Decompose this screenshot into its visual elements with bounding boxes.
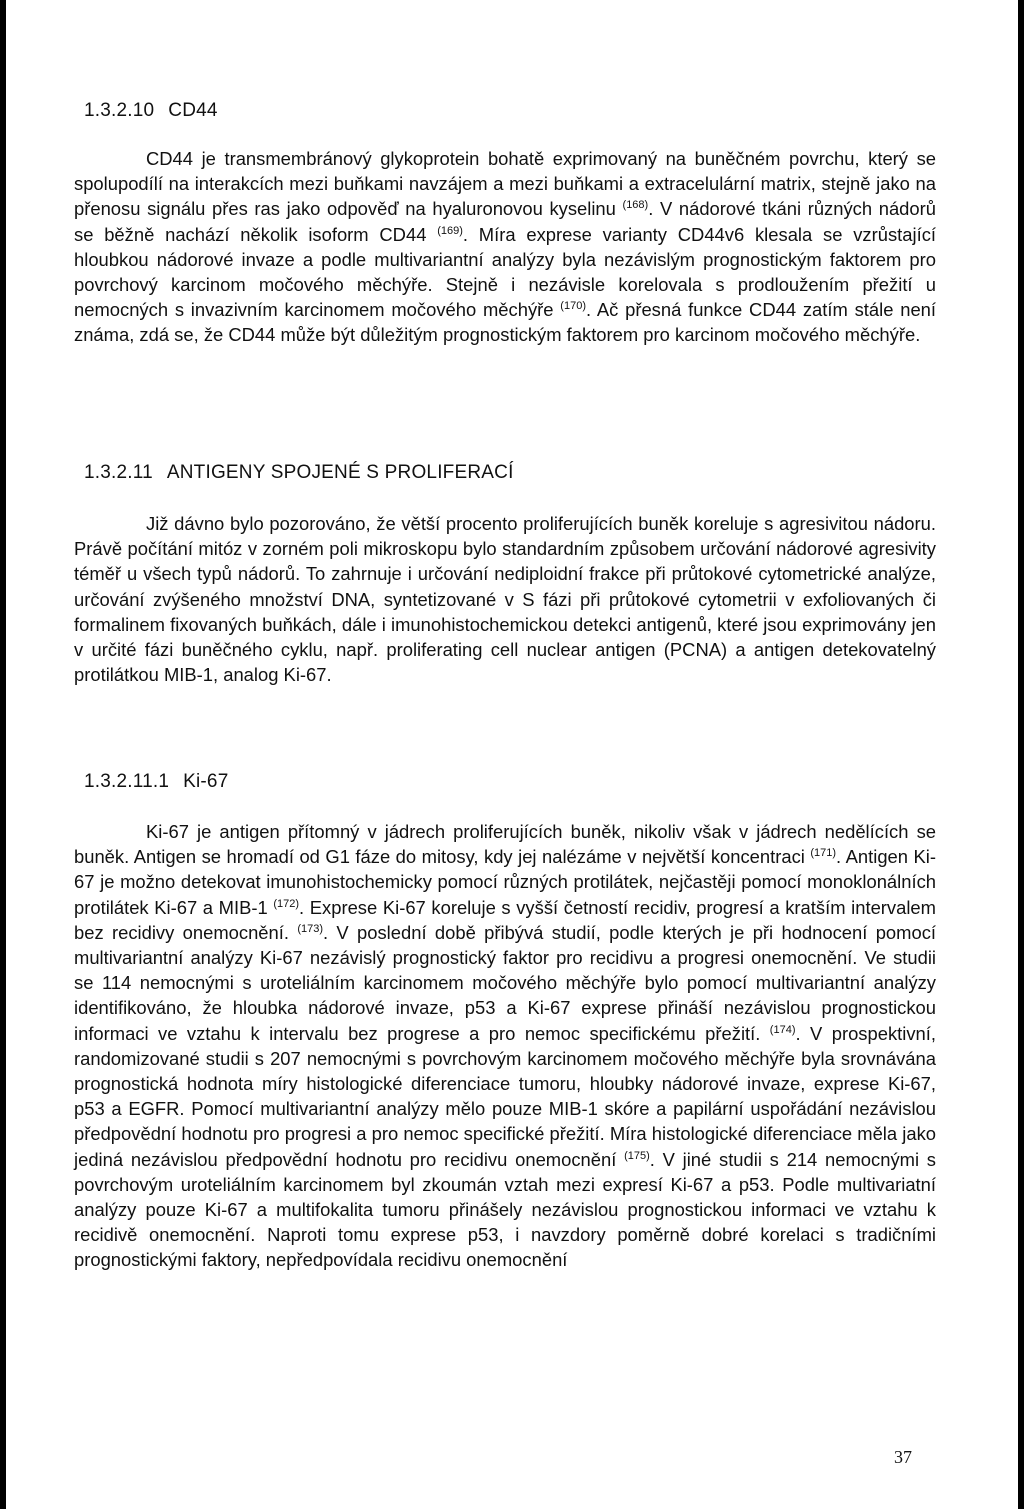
citation-ref: (175) — [624, 1149, 650, 1162]
section-title: ANTIGENY SPOJENÉ S PROLIFERACÍ — [166, 462, 514, 483]
page-number: 37 — [894, 1447, 912, 1467]
paragraph-cd44 — [74, 146, 936, 348]
citation-ref: (174) — [769, 1023, 796, 1036]
section-number: 1.3.2.10 — [84, 100, 155, 121]
paragraph-ki67 — [74, 819, 936, 1273]
section-heading-cd44 — [84, 100, 218, 122]
citation-ref: (172) — [273, 897, 300, 910]
section-number: 1.3.2.11.1 — [84, 771, 170, 792]
paragraph-text: CD44 je transmembránový glykoprotein bohatě exprimovaný na buněčném povrchu, který se spolupodílí na interakcích mezi buňkami navzájem a mezi buňkami a extracelulární matrix, stejně jako na přenosu signálu přes ras jako odpověď na hyaluronovou kyselinu $^{(168)}$. V nádorové tkáni různých nádorů se běžně nachází několik isoform CD44 $^{(169)}$. Míra exprese varianty CD44v6 klesala se vzrůstající hloubkou nádorové invaze a podle multivariantní analýzy byla nezávislým prognostickým faktorem pro povrchový karcinom močového měchýře. Stejně i nezávisle korelovala s prodloužením přežití u nemocných s invazivním karcinomem močového měchýře $^{(170)}$. Ač přesná funkce CD44 zatím stále není známa, zdá se, že CD44 může být důležitým prognostickým faktorem pro karcinom močového měchýře. — [74, 148, 937, 346]
citation-ref: (171) — [810, 847, 837, 860]
section-heading-antigens — [84, 462, 514, 484]
paragraph-text: Již dávno bylo pozorováno, že větší procento proliferujících buněk koreluje s agresivitou nádoru. Právě počítání mitóz v zorném poli mikroskopu bylo standardním způsobem určování nádorové agresivity téměř u všech typů nádorů. To zahrnuje i určování nediploidní frakce při průtokové cytometrické analýze, určování zvýšeného množství DNA, syntetizované v S fázi při průtokové cytometrii v exfoliovaných či formalinem fixovaných buňkách, dále i imunohistochemickou detekci antigenů, které jsou exprimovány jen v určité fázi buněčného cyklu, např. proliferating cell nuclear antigen (PCNA) a antigen detekovatelný protilátkou MIB-1, analog Ki-67. — [74, 513, 936, 686]
section-title: Ki-67 — [183, 771, 229, 792]
citation-ref: (173) — [297, 922, 323, 935]
section-number: 1.3.2.11 — [84, 462, 153, 483]
paragraph-antigens — [74, 511, 936, 687]
section-heading-ki67 — [84, 771, 228, 793]
paragraph-text: Ki-67 je antigen přítomný v jádrech proliferujících buněk, nikoliv však v jádrech nedělících se buněk. Antigen se hromadí od G1 fáze do mitosy, kdy jej nalézáme v největší koncentraci $^{(171)}$. Antigen Ki-67 je možno detekovat imunohistochemicky pomocí různých protilátek, nejčastěji pomocí monoklonálních protilátek Ki-67 a MIB-1 $^{(172)}$. Exprese Ki-67 koreluje s vyšší četností recidiv, progresí a kratším intervalem bez recidivy onemocnění. $^{(173)}$. V poslední době přibývá studií, podle kterých je při hodnocení pomocí multivariantní analýzy Ki-67 nezávislý prognostický faktor pro recidivu a progresi onemocnění. Ve studii se 114 nemocnými s uroteliálním karcinomem močového měchýře bylo pomocí multivariantní analýzy identifikováno, že hloubka nádorové invaze, p53 a Ki-67 exprese přináší nezávislou prognostickou informaci ve vztahu k intervalu bez progrese a pro nemoc specifickému přežití. $^{(174)}$. V prospektivní, randomizované studii s 207 nemocnými s povrchovým karcinomem močového měchýře byla srovnávána prognostická hodnota míry histologické diferenciace tumoru, hloubky nádorové invaze, exprese Ki-67, p53 a EGFR. Pomocí multivariantní analýzy mělo pouze MIB-1 skóre a papilární uspořádání nezávislou předpovědní hodnotu pro progresi a pro nemoc specifické přežití. Míra histologické diferenciace měla jako jediná nezávislou předpovědní hodnotu pro recidivu onemocnění $^{(175)}$. V jiné studii s 214 nemocnými s povrchovým uroteliálním karcinomem byl zkoumán vztah mezi expresí Ki-67 a p53. Podle multivariatní analýzy pouze Ki-67 a multifokalita tumoru přinášely nezávislou prognostickou informaci ve vztahu k recidivě onemocnění. Naproti tomu exprese p53, i navzdory poměrně dobré korelaci s tradičními prognostickými faktory, nepředpovídala recidivu onemocnění — [74, 821, 937, 1271]
section-title: CD44 — [168, 100, 218, 121]
citation-ref: (169) — [437, 224, 463, 237]
citation-ref: (170) — [560, 300, 586, 313]
citation-ref: (168) — [622, 199, 649, 212]
